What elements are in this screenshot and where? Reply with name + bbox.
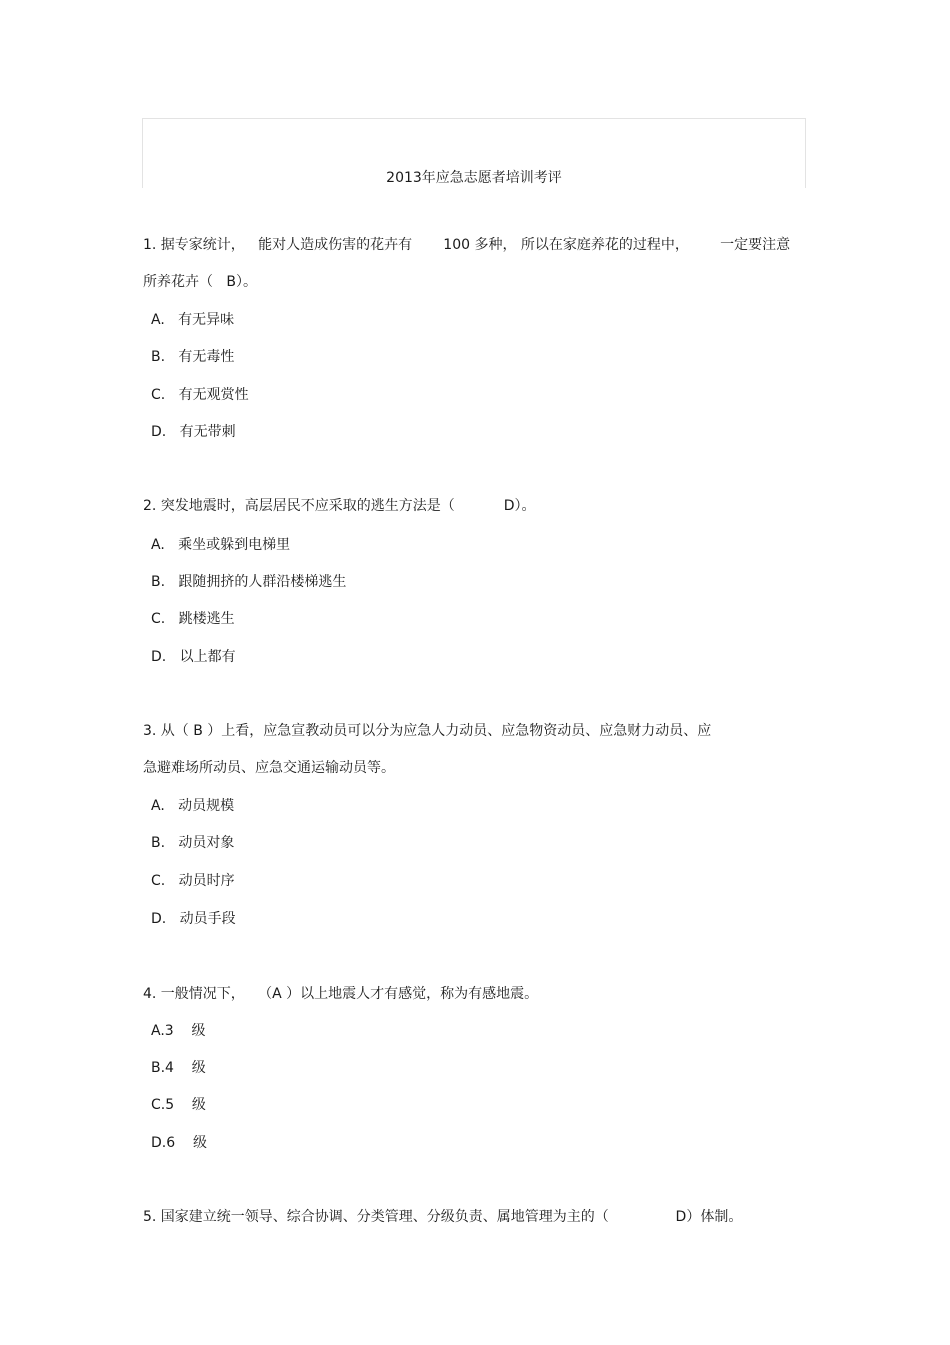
question-3-option-a: A. 动员规模: [151, 798, 235, 814]
question-4-option-b: B.4 级: [151, 1060, 206, 1076]
question-1-option-a: A. 有无异味: [151, 312, 235, 328]
question-4-option-d: D.6 级: [151, 1135, 207, 1151]
question-2-option-b: B. 跟随拥挤的人群沿楼梯逃生: [151, 574, 347, 590]
question-3-option-b: B. 动员对象: [151, 835, 235, 851]
question-2-option-a: A. 乘坐或躲到电梯里: [151, 537, 291, 553]
question-3-line-1: 3. 从（ B ）上看，应急宣教动员可以分为应急人力动员、应急物资动员、应急财力动员、应: [143, 723, 712, 739]
question-1-line-1: 1. 据专家统计， 能对人造成伤害的花卉有 100 多种， 所以在家庭养花的过程中， 一定要注意: [143, 237, 791, 253]
question-2-option-d: D. 以上都有: [151, 649, 236, 665]
question-2-line-1: 2. 突发地震时，高层居民不应采取的逃生方法是（ D）。: [143, 498, 536, 514]
question-4-option-c: C.5 级: [151, 1097, 206, 1113]
document-title: 2013年应急志愿者培训考评: [386, 170, 562, 186]
question-1-option-c: C. 有无观赏性: [151, 387, 249, 403]
question-1-option-d: D. 有无带刺: [151, 424, 236, 440]
question-4-option-a: A.3 级: [151, 1023, 206, 1039]
question-4-line-1: 4. 一般情况下， （A ）以上地震人才有感觉，称为有感地震。: [143, 986, 539, 1002]
question-5-line-1: 5. 国家建立统一领导、综合协调、分类管理、分级负责、属地管理为主的（ D）体制。: [143, 1209, 743, 1225]
question-1-line-2: 所养花卉（ B）。: [143, 274, 257, 290]
question-3-line-2: 急避难场所动员、应急交通运输动员等。: [143, 760, 395, 776]
question-3-option-d: D. 动员手段: [151, 911, 236, 927]
question-2-option-c: C. 跳楼逃生: [151, 611, 235, 627]
question-3-option-c: C. 动员时序: [151, 873, 235, 889]
question-1-option-b: B. 有无毒性: [151, 349, 235, 365]
